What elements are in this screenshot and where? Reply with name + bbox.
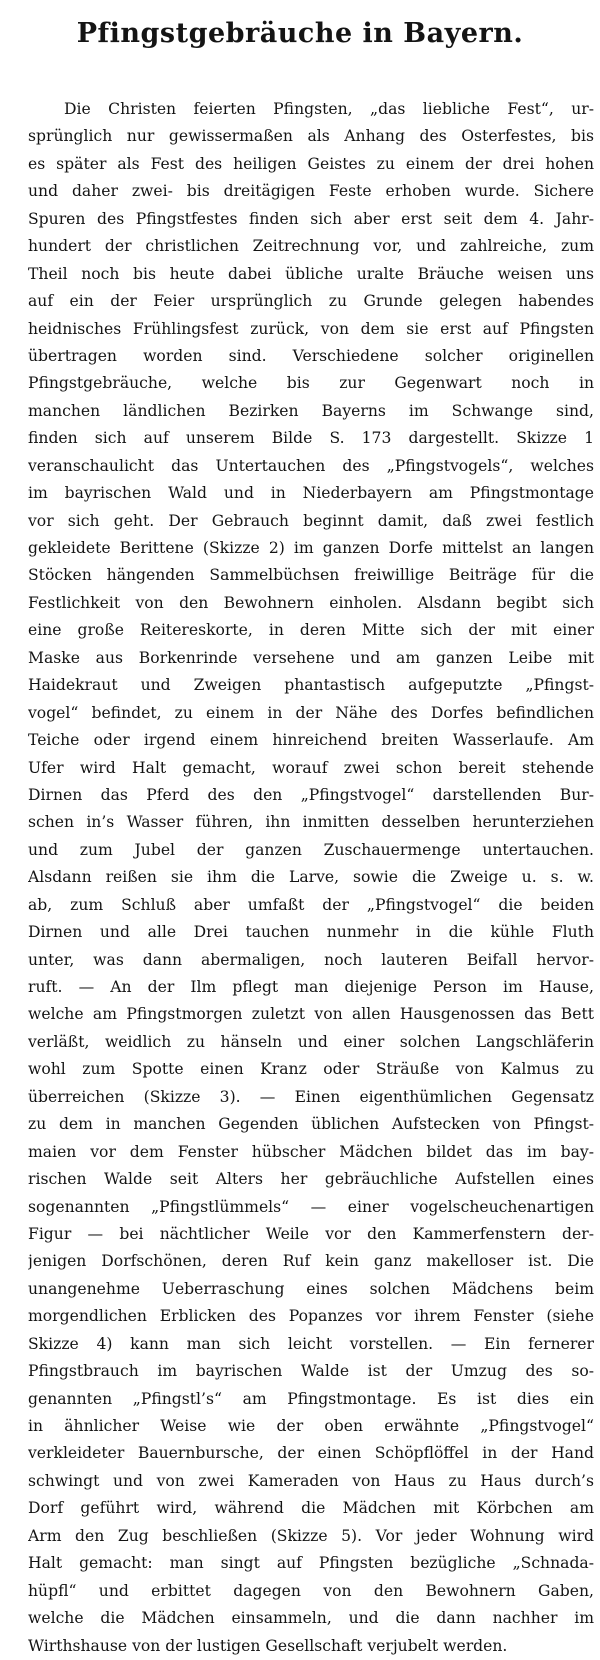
text-line: finden sich auf unserem Bilde S. 173 dargestellt. Skizze 1	[28, 429, 594, 448]
text-line: Maske aus Borkenrinde versehene und am ganzen Leibe mit	[28, 648, 594, 667]
text-line: Figur — bei nächtlicher Weile vor den Kammerfenstern der-	[28, 1224, 594, 1243]
text-line: Ufer wird Halt gemacht, worauf zwei schon bereit stehende	[28, 758, 594, 777]
text-line: unangenehme Ueberraschung eines solchen Mädchens beim	[28, 1279, 594, 1298]
text-line: Dirnen das Pferd des den „Pfingstvogel“ darstellenden Bur-	[28, 785, 594, 804]
text-line: sprünglich nur gewissermaßen als Anhang des Osterfestes, bis	[28, 127, 594, 146]
text-line: Theil noch bis heute dabei übliche uralte Bräuche weisen uns	[28, 264, 594, 283]
text-line: verkleideter Bauernbursche, der einen Schöpflöffel in der Hand	[28, 1444, 594, 1463]
text-line: schen in’s Wasser führen, ihn inmitten desselben herunterziehen	[28, 813, 594, 832]
text-line: Die Christen feierten Pfingsten, „das liebliche Fest“, ur-	[64, 100, 594, 118]
text-line: Teiche oder irgend einem hinreichend breiten Wasserlaufe. Am	[28, 731, 594, 750]
text-line: welche am Pfingstmorgen zuletzt von allen Hausgenossen das Bett	[28, 1005, 594, 1024]
text-line: zu dem in manchen Gegenden üblichen Aufstecken von Pfingst-	[28, 1115, 594, 1134]
text-line: es später als Fest des heiligen Geistes zu einem der drei hohen	[28, 154, 594, 173]
text-line: jenigen Dorfschönen, deren Ruf kein ganz makelloser ist. Die	[28, 1252, 594, 1271]
text-line: sogenannten „Pfingstlümmels“ — einer vogelscheuchenartigen	[28, 1197, 594, 1216]
text-line: manchen ländlichen Bezirken Bayerns im Schwange sind,	[28, 401, 594, 420]
text-line: Festlichkeit von den Bewohnern einholen. Alsdann begibt sich	[28, 593, 594, 612]
text-line: verläßt, weidlich zu hänseln und einer solchen Langschläferin	[28, 1032, 594, 1051]
text-line: Dirnen und alle Drei tauchen nunmehr in die kühle Fluth	[28, 923, 594, 942]
text-line: ruft. — An der Ilm pflegt man diejenige Person im Hause,	[28, 978, 594, 996]
text-line: Spuren des Pfingstfestes finden sich aber erst seit dem 4. Jahr-	[28, 209, 594, 228]
text-line: Arm den Zug beschließen (Skizze 5). Vor jeder Wohnung wird	[28, 1526, 594, 1545]
text-line: Stöcken hängenden Sammelbüchsen freiwillige Beiträge für die	[28, 566, 594, 585]
text-line: übertragen worden sind. Verschiedene solcher originellen	[28, 346, 594, 365]
text-line: wohl zum Spotte einen Kranz oder Sträuße von Kalmus zu	[28, 1060, 594, 1079]
text-line: heidnisches Frühlingsfest zurück, von dem sie erst auf Pfingsten	[28, 319, 594, 338]
text-line: ab, zum Schluß aber umfaßt der „Pfingstvogel“ die beiden	[28, 895, 594, 914]
text-line: vor sich geht. Der Gebrauch beginnt damit, daß zwei festlich	[28, 511, 594, 530]
text-line: veranschaulicht das Untertauchen des „Pfingstvogels“, welches	[28, 456, 594, 475]
text-line: Dorf geführt wird, während die Mädchen mit Körbchen am	[28, 1499, 594, 1518]
text-line: Halt gemacht: man singt auf Pfingsten bezügliche „Schnada-	[28, 1554, 594, 1573]
text-line: rischen Walde seit Alters her gebräuchliche Aufstellen eines	[28, 1170, 594, 1189]
text-line: überreichen (Skizze 3). — Einen eigenthümlichen Gegensatz	[28, 1087, 594, 1106]
text-line: welche die Mädchen einsammeln, und die dann nachher im	[28, 1609, 594, 1628]
text-line: Pfingstbrauch im bayrischen Walde ist der Umzug des so-	[28, 1362, 594, 1381]
text-line: auf ein der Feier ursprünglich zu Grunde gelegen habendes	[28, 292, 594, 311]
article-body	[28, 96, 594, 1660]
text-line: Pfingstgebräuche, welche bis zur Gegenwart noch in	[28, 374, 594, 393]
text-line: vogel“ befindet, zu einem in der Nähe des Dorfes befindlichen	[28, 703, 594, 722]
text-line: und zum Jubel der ganzen Zuschauermenge untertauchen.	[28, 840, 594, 859]
text-line: Skizze 4) kann man sich leicht vorstellen. — Ein fernerer	[28, 1334, 594, 1353]
text-line: Wirthshause von der lustigen Gesellschaft verjubelt werden.	[28, 1636, 508, 1655]
text-line: in ähnlicher Weise wie der oben erwähnte „Pfingstvogel“	[28, 1417, 594, 1435]
text-line: Alsdann reißen sie ihm die Larve, sowie die Zweige u. s. w.	[28, 868, 594, 887]
text-line: hüpfl“ und erbittet dagegen von den Bewohnern Gaben,	[28, 1581, 594, 1600]
text-line: und daher zwei- bis dreitägigen Feste erhoben wurde. Sichere	[28, 182, 594, 201]
text-line: hundert der christlichen Zeitrechnung vor, und zahlreiche, zum	[28, 237, 594, 256]
text-line: gekleidete Berittene (Skizze 2) im ganzen Dorfe mittelst an langen	[28, 539, 594, 557]
text-line: eine große Reitereskorte, in deren Mitte sich der mit einer	[28, 621, 594, 640]
text-line: morgendlichen Erblicken des Popanzes vor ihrem Fenster (siehe	[28, 1307, 594, 1326]
text-line: im bayrischen Wald und in Niederbayern am Pfingstmontage	[28, 484, 594, 503]
text-line: unter, was dann abermaligen, noch lauteren Beifall hervor-	[28, 950, 594, 969]
text-line: maien vor dem Fenster hübscher Mädchen bildet das im bay-	[28, 1142, 594, 1161]
text-line: genannten „Pfingstl’s“ am Pfingstmontage. Es ist dies ein	[28, 1389, 594, 1408]
text-line: Haidekraut und Zweigen phantastisch aufgeputzte „Pfingst-	[28, 676, 594, 695]
article-title: Pfingstgebräuche in Bayern.	[76, 18, 524, 49]
text-line: schwingt und von zwei Kameraden von Haus zu Haus durch’s	[28, 1471, 594, 1490]
